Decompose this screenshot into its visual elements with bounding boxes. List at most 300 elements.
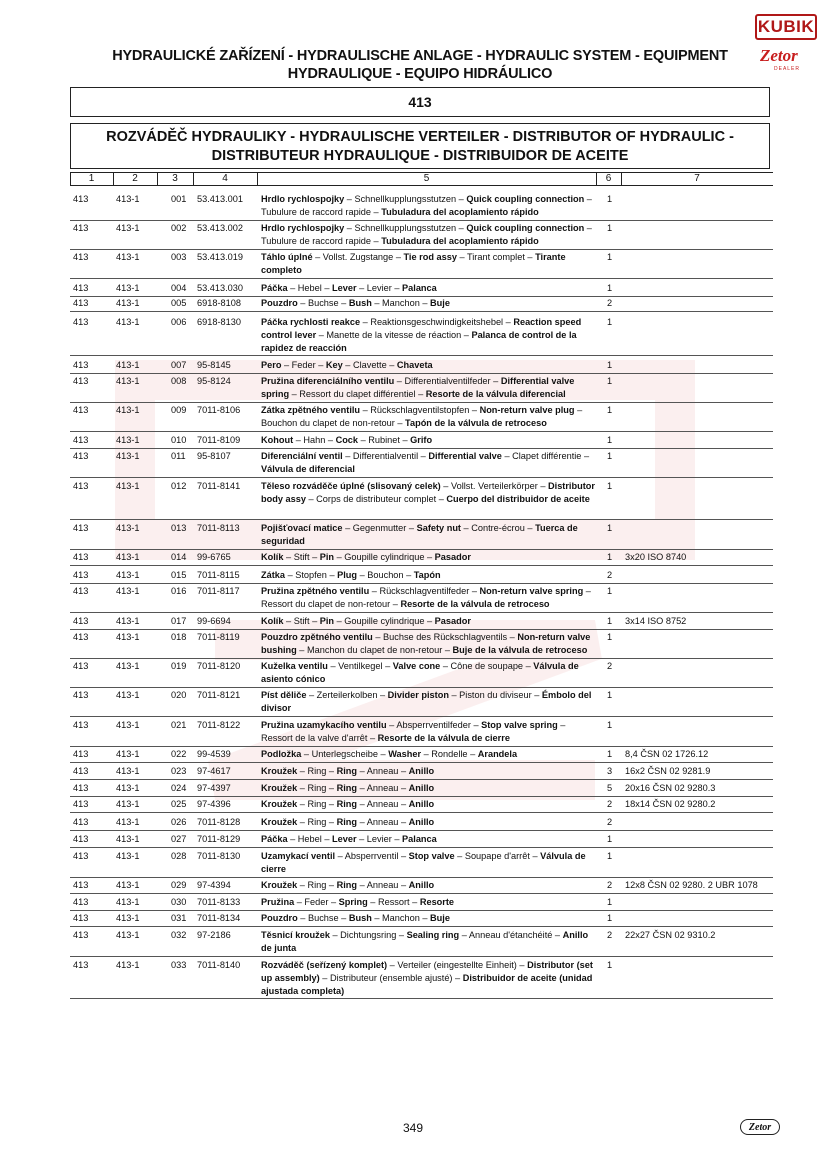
cell-group: 413 (73, 360, 89, 370)
description-de: Buchse (307, 913, 339, 923)
description-en: Valve cone (392, 661, 441, 671)
cell-subgroup: 413-1 (116, 283, 140, 293)
description-fr: Manette de la vitesse de réaction (326, 329, 462, 340)
title-line-1: HYDRAULICKÉ ZAŘÍZENÍ - HYDRAULISCHE ANLAGE - HYDRAULIC SYSTEM - EQUIPMENT (112, 48, 728, 64)
cell-part-number: 6918-8108 (197, 298, 241, 308)
page-number: 349 (402, 1121, 424, 1135)
description-es: Válvula de asiento cónico (261, 661, 579, 684)
cell-note: 18x14 ČSN 02 9280.2 (625, 799, 716, 809)
description-de: Absperrventilfeder (396, 720, 471, 730)
cell-group: 413 (73, 913, 89, 923)
description-de: Buchse des Rückschlagventils (383, 632, 508, 642)
description-fr: Tubulure de raccord rapide (261, 206, 371, 217)
cell-note: 12x8 ČSN 02 9280. 2 UBR 1078 (625, 880, 758, 890)
cell-position: 031 (171, 913, 187, 923)
description-es: Tirante completo (261, 252, 566, 275)
description-en: Pin (319, 552, 335, 562)
description-es: Émbolo del divisor (261, 690, 592, 713)
description-de: Feder (304, 897, 329, 907)
description-en: Tie rod assy (403, 252, 457, 262)
cell-subgroup: 413-1 (116, 930, 140, 940)
row-divider (70, 448, 773, 449)
cell-note: 22x27 ČSN 02 9310.2 (625, 930, 716, 940)
description-de: Differentialventilfeder (404, 376, 491, 386)
description-de: Differentialventil (352, 451, 419, 461)
cell-group: 413 (73, 223, 89, 233)
description-fr: Clapet différentie (512, 451, 582, 461)
cell-subgroup: 413-1 (116, 405, 140, 415)
column-header-4: 4 (222, 173, 228, 184)
description-es: Resorte de la válvula de retroceso (400, 598, 550, 609)
description-de: Zerteilerkolben (316, 690, 378, 700)
description-de: Ring (307, 880, 327, 890)
description-fr: Distributeur (ensemble ajusté) (329, 972, 453, 983)
description-en: Differential valve (428, 451, 502, 461)
description-cz: Rozváděč (seřízený komplet) (261, 960, 388, 970)
cell-part-number: 7011-8122 (197, 720, 241, 730)
description-cz: Těleso rozváděče úplné (slisovaný celek) (261, 481, 441, 491)
kubik-logo-text: KUBIK (755, 14, 817, 40)
cell-position: 032 (171, 930, 187, 940)
description-es: Tapón (413, 570, 441, 580)
column-header-3: 3 (172, 173, 178, 184)
description-de: Schnellkupplungsstutzen (354, 194, 457, 204)
cell-position: 012 (171, 481, 187, 491)
description-es: Anillo (408, 799, 435, 809)
description-en: Distributor (set up assembly) (261, 960, 593, 983)
description-de: Stift (293, 552, 310, 562)
row-divider (70, 549, 773, 550)
cell-position: 023 (171, 766, 187, 776)
cell-part-number: 7011-8121 (197, 690, 241, 700)
cell-description: Kohout – Hahn – Cock – Rubinet – Grifo (261, 435, 433, 445)
cell-group: 413 (73, 799, 89, 809)
cell-subgroup: 413-1 (116, 834, 140, 844)
cell-subgroup: 413-1 (116, 913, 140, 923)
column-header-2: 2 (132, 173, 138, 184)
cell-group: 413 (73, 586, 89, 596)
cell-position: 016 (171, 586, 187, 596)
dealer-logo-text: DEALER (774, 66, 801, 72)
cell-part-number: 7011-8134 (197, 913, 241, 923)
cell-quantity: 1 (607, 481, 613, 491)
cell-subgroup: 413-1 (116, 360, 140, 370)
description-en: Plug (337, 570, 358, 580)
row-divider (70, 629, 773, 630)
cell-part-number: 99-6694 (197, 616, 231, 626)
description-fr: Levier (366, 834, 392, 844)
row-divider (70, 796, 773, 797)
description-es: Anillo (408, 817, 435, 827)
cell-part-number: 95-8124 (197, 376, 231, 386)
cell-description: Páčka – Hebel – Lever – Levier – Palanca (261, 283, 437, 293)
cell-quantity: 1 (607, 451, 613, 461)
row-divider (70, 373, 773, 374)
description-cz: Páčka (261, 283, 288, 293)
cell-part-number: 99-4539 (197, 749, 231, 759)
cell-group: 413 (73, 252, 89, 262)
cell-description: Pero – Feder – Key – Clavette – Chaveta (261, 360, 433, 370)
cell-description: Píst děliče – Zerteilerkolben – Divider piston – Piston du diviseur – Émbolo del divisor (261, 690, 592, 713)
description-cz: Pružina uzamykacího ventilu (261, 720, 387, 730)
cell-part-number: 7011-8115 (197, 570, 240, 580)
cell-group: 413 (73, 690, 89, 700)
description-en: Safety nut (416, 523, 461, 533)
cell-part-number: 7011-8129 (197, 834, 241, 844)
cell-group: 413 (73, 376, 89, 386)
description-cz: Píst děliče (261, 690, 307, 700)
cell-description: Kroužek – Ring – Ring – Anneau – Anillo (261, 783, 435, 793)
cell-quantity: 1 (607, 897, 613, 907)
description-en: Bush (348, 913, 372, 923)
cell-subgroup: 413-1 (116, 317, 140, 327)
description-fr: Bouchon (367, 570, 404, 580)
row-divider (70, 746, 773, 747)
description-fr: Rubinet (368, 435, 400, 445)
description-cz: Kroužek (261, 880, 298, 890)
row-divider (70, 893, 773, 894)
cell-note: 3x14 ISO 8752 (625, 616, 687, 626)
row-divider (70, 612, 773, 613)
description-cz: Kroužek (261, 799, 298, 809)
description-cz: Pojišťovací matice (261, 523, 343, 533)
column-header-7: 7 (694, 173, 700, 184)
row-divider (70, 477, 773, 478)
description-en: Pin (319, 616, 335, 626)
description-cz: Pouzdro zpětného ventilu (261, 632, 373, 642)
cell-subgroup: 413-1 (116, 766, 140, 776)
cell-position: 005 (171, 298, 187, 308)
cell-quantity: 1 (607, 960, 613, 970)
description-fr: Tubulure de raccord rapide (261, 235, 371, 246)
cell-group: 413 (73, 783, 89, 793)
cell-position: 033 (171, 960, 187, 970)
cell-quantity: 1 (607, 586, 613, 596)
description-en: Non-return valve bushing (261, 632, 591, 655)
cell-group: 413 (73, 405, 89, 415)
description-en: Non-return valve spring (479, 586, 584, 596)
cell-position: 008 (171, 376, 187, 386)
description-de: Hebel (297, 834, 322, 844)
cell-quantity: 1 (607, 376, 613, 386)
cell-subgroup: 413-1 (116, 481, 140, 491)
cell-subgroup: 413-1 (116, 435, 140, 445)
cell-position: 014 (171, 552, 187, 562)
description-de: Unterlegscheibe (311, 749, 378, 759)
group-title-line-1: ROZVÁDĚČ HYDRAULIKY - HYDRAULISCHE VERTEILER - DISTRIBUTOR OF HYDRAULIC - (106, 129, 734, 145)
cell-quantity: 1 (607, 317, 613, 327)
row-divider (70, 565, 773, 566)
description-de: Rückschlagventilfeder (379, 586, 470, 596)
description-fr: Ressort (377, 897, 410, 907)
description-es: Anillo (408, 783, 435, 793)
cell-description: Kroužek – Ring – Ring – Anneau – Anillo (261, 766, 435, 776)
description-cz: Pružina zpětného ventilu (261, 586, 370, 596)
cell-position: 004 (171, 283, 187, 293)
cell-quantity: 2 (607, 930, 613, 940)
cell-description: Pružina diferenciálního ventilu – Differentialventilfeder – Differential valve spring – Ressort du clapet différentiel – Resorte de la válvula diferencial (261, 376, 575, 399)
cell-position: 021 (171, 720, 187, 730)
description-cz: Těsnicí kroužek (261, 930, 330, 940)
cell-description: Táhlo úplné – Vollst. Zugstange – Tie rod assy – Tirant complet – Tirante completo (261, 252, 566, 275)
description-es: Arandela (477, 749, 518, 759)
description-fr: Ressort du clapet différentiel (299, 388, 416, 399)
description-cz: Kuželka ventilu (261, 661, 328, 671)
cell-part-number: 53.413.030 (197, 283, 243, 293)
cell-quantity: 1 (607, 834, 613, 844)
cell-group: 413 (73, 960, 89, 970)
cell-group: 413 (73, 766, 89, 776)
cell-description: Kuželka ventilu – Ventilkegel – Valve cone – Cône de soupape – Válvula de asiento cónico (261, 661, 579, 684)
cell-description: Kroužek – Ring – Ring – Anneau – Anillo (261, 880, 435, 890)
row-divider (70, 278, 773, 279)
cell-subgroup: 413-1 (116, 960, 140, 970)
description-cz: Kolík (261, 616, 284, 626)
cell-description: Diferenciální ventil – Differentialventil – Differential valve – Clapet différentie – Válvula de diferencial (261, 451, 590, 474)
section-code: 413 (70, 87, 770, 117)
cell-position: 003 (171, 252, 187, 262)
description-es: Palanca de control de la rapidez de reacción (261, 329, 577, 353)
title-line-2: HYDRAULIQUE - EQUIPO HIDRÁULICO (287, 66, 553, 82)
cell-quantity: 1 (607, 435, 613, 445)
description-de: Dichtungsring (340, 930, 397, 940)
cell-subgroup: 413-1 (116, 783, 140, 793)
cell-quantity: 1 (607, 360, 613, 370)
cell-position: 027 (171, 834, 187, 844)
description-es: Chaveta (396, 360, 433, 370)
row-divider (70, 998, 773, 999)
description-fr: Anneau (366, 880, 399, 890)
cell-description: Pružina zpětného ventilu – Rückschlagventilfeder – Non-return valve spring – Ressort du clapet de non-retour – Resorte de la válvula de retroceso (261, 586, 591, 609)
cell-subgroup: 413-1 (116, 586, 140, 596)
description-cz: Zátka (261, 570, 286, 580)
cell-description: Hrdlo rychlospojky – Schnellkupplungsstutzen – Quick coupling connection – Tubulure de raccord rapide – Tubuladura del acoplamiento rápido (261, 223, 592, 246)
description-de: Buchse (307, 298, 339, 308)
cell-subgroup: 413-1 (116, 690, 140, 700)
description-cz: Hrdlo rychlospojky (261, 194, 345, 204)
description-en: Key (325, 360, 343, 370)
description-es: Tubuladura del acoplamiento rápido (381, 235, 539, 246)
description-fr: Anneau d'étanchéité (468, 930, 553, 940)
cell-description: Páčka – Hebel – Lever – Levier – Palanca (261, 834, 437, 844)
row-divider (70, 830, 773, 831)
description-de: Gegenmutter (352, 523, 407, 533)
cell-subgroup: 413-1 (116, 749, 140, 759)
description-en: Washer (388, 749, 422, 759)
cell-position: 030 (171, 897, 187, 907)
page-title (70, 47, 770, 83)
row-divider (70, 716, 773, 717)
cell-position: 026 (171, 817, 187, 827)
cell-group: 413 (73, 897, 89, 907)
description-fr: Goupille cylindrique (344, 616, 425, 626)
description-de: Stift (293, 616, 310, 626)
description-en: Ring (336, 783, 358, 793)
cell-description: Těleso rozváděče úplné (slisovaný celek) – Vollst. Verteilerkörper – Distributor body assy – Corps de distributeur complet – Cuerpo del distribuidor de aceite (261, 481, 595, 504)
description-cz: Uzamykací ventil (261, 851, 336, 861)
cell-description: Kolík – Stift – Pin – Goupille cylindrique – Pasador (261, 616, 471, 626)
description-fr: Manchon (382, 298, 420, 308)
cell-part-number: 95-8145 (197, 360, 231, 370)
cell-description: Uzamykací ventil – Absperrventil – Stop valve – Soupape d'arrêt – Válvula de cierre (261, 851, 586, 874)
description-cz: Hrdlo rychlospojky (261, 223, 345, 233)
cell-quantity: 2 (607, 570, 613, 580)
description-es: Resorte de la válvula diferencial (425, 388, 566, 399)
description-es: Buje (430, 913, 450, 923)
row-divider (70, 926, 773, 927)
cell-description: Hrdlo rychlospojky – Schnellkupplungsstutzen – Quick coupling connection – Tubulure de raccord rapide – Tubuladura del acoplamiento rápido (261, 194, 592, 217)
description-es: Anillo (408, 880, 435, 890)
description-fr: Ressort de la valve d'arrêt (261, 732, 368, 743)
description-fr: Contre-écrou (471, 523, 525, 533)
description-cz: Páčka (261, 834, 288, 844)
cell-quantity: 5 (607, 783, 613, 793)
description-es: Resorte (419, 897, 455, 907)
cell-subgroup: 413-1 (116, 552, 140, 562)
cell-subgroup: 413-1 (116, 194, 140, 204)
description-es: Válvula de cierre (261, 851, 586, 874)
cell-position: 011 (171, 451, 186, 461)
description-cz: Kroužek (261, 783, 298, 793)
description-de: Hebel (297, 283, 322, 293)
cell-subgroup: 413-1 (116, 523, 140, 533)
kubik-zetor-logo (752, 10, 822, 80)
description-de: Ring (307, 783, 327, 793)
cell-position: 007 (171, 360, 187, 370)
description-de: Ventilkegel (338, 661, 383, 671)
cell-note: 3x20 ISO 8740 (625, 552, 687, 562)
cell-subgroup: 413-1 (116, 570, 140, 580)
description-fr: Ressort du clapet de non-retour (261, 598, 391, 609)
description-en: Ring (336, 880, 358, 890)
cell-quantity: 2 (607, 298, 613, 308)
cell-description: Pouzdro – Buchse – Bush – Manchon – Buje (261, 298, 450, 308)
description-fr: Corps de distributeur complet (316, 493, 437, 504)
cell-note: 8,4 ČSN 02 1726.12 (625, 749, 709, 759)
description-fr: Clavette (352, 360, 387, 370)
cell-group: 413 (73, 435, 89, 445)
cell-quantity: 1 (607, 720, 613, 730)
row-divider (70, 583, 773, 584)
cell-group: 413 (73, 481, 89, 491)
description-cz: Pouzdro (261, 298, 298, 308)
description-en: Sealing ring (406, 930, 460, 940)
cell-description: Pojišťovací matice – Gegenmutter – Safety nut – Contre-écrou – Tuerca de seguridad (261, 523, 578, 546)
cell-description: Pouzdro zpětného ventilu – Buchse des Rückschlagventils – Non-return valve bushing – Manchon du clapet de non-retour – Buje de la válvula de retroceso (261, 632, 591, 655)
description-de: Vollst. Zugstange (322, 252, 394, 262)
cell-description: Kroužek – Ring – Ring – Anneau – Anillo (261, 817, 435, 827)
cell-subgroup: 413-1 (116, 376, 140, 386)
cell-quantity: 2 (607, 799, 613, 809)
cell-quantity: 3 (607, 766, 613, 776)
description-en: Differential valve spring (261, 376, 575, 399)
cell-description: Zátka – Stopfen – Plug – Bouchon – Tapón (261, 570, 441, 580)
description-en: Stop valve spring (481, 720, 558, 730)
cell-part-number: 53.413.002 (197, 223, 243, 233)
cell-position: 009 (171, 405, 187, 415)
cell-quantity: 1 (607, 523, 613, 533)
cell-group: 413 (73, 317, 89, 327)
row-divider (70, 402, 773, 403)
row-divider (70, 762, 773, 763)
row-divider (70, 249, 773, 250)
cell-part-number: 6918-8130 (197, 317, 241, 327)
description-en: Cock (335, 435, 359, 445)
cell-description: Pružina uzamykacího ventilu – Absperrventilfeder – Stop valve spring – Ressort de la valve d'arrêt – Resorte de la válvula de cierre (261, 720, 566, 743)
cell-group: 413 (73, 661, 89, 671)
description-de: Schnellkupplungsstutzen (354, 223, 457, 233)
description-cz: Pero (261, 360, 282, 370)
description-de: Verteiler (eingestellte Einheit) (397, 960, 517, 970)
description-es: Buje de la válvula de retroceso (452, 644, 588, 655)
cell-group: 413 (73, 552, 89, 562)
cell-subgroup: 413-1 (116, 632, 140, 642)
description-fr: Cône de soupape (450, 661, 524, 671)
cell-subgroup: 413-1 (116, 720, 140, 730)
group-title (70, 123, 770, 169)
footer-zetor-logo: Zetor (740, 1119, 780, 1135)
description-fr: Anneau (366, 799, 399, 809)
description-fr: Piston du diviseur (459, 690, 532, 700)
cell-part-number: 7011-8119 (197, 632, 240, 642)
description-fr: Tirant complet (467, 252, 525, 262)
cell-position: 022 (171, 749, 187, 759)
cell-description: Kroužek – Ring – Ring – Anneau – Anillo (261, 799, 435, 809)
cell-part-number: 53.413.001 (197, 194, 243, 204)
cell-part-number: 7011-8120 (197, 661, 241, 671)
description-es: Grifo (410, 435, 433, 445)
cell-group: 413 (73, 283, 89, 293)
description-cz: Kolík (261, 552, 284, 562)
cell-quantity: 1 (607, 913, 613, 923)
description-de: Feder (291, 360, 316, 370)
cell-position: 017 (171, 616, 187, 626)
cell-group: 413 (73, 720, 89, 730)
cell-subgroup: 413-1 (116, 451, 140, 461)
description-de: Absperrventil (344, 851, 399, 861)
description-cz: Pružina diferenciálního ventilu (261, 376, 395, 386)
cell-part-number: 7011-8128 (197, 817, 241, 827)
cell-description: Zátka zpětného ventilu – Rückschlagventilstopfen – Non-return valve plug – Bouchon du clapet de non-retour – Tapón de la válvula de retroceso (261, 405, 583, 428)
description-es: Anillo de junta (261, 930, 589, 953)
cell-subgroup: 413-1 (116, 897, 140, 907)
description-en: Quick coupling connection (466, 223, 585, 233)
cell-part-number: 97-4396 (197, 799, 231, 809)
description-en: Bush (348, 298, 372, 308)
group-title-line-2: DISTRIBUTEUR HYDRAULIQUE - DISTRIBUIDOR DE ACEITE (211, 148, 629, 164)
description-fr: Manchon (382, 913, 420, 923)
description-fr: Anneau (366, 817, 399, 827)
cell-subgroup: 413-1 (116, 880, 140, 890)
description-de: Ring (307, 766, 327, 776)
cell-position: 029 (171, 880, 187, 890)
cell-quantity: 1 (607, 632, 613, 642)
cell-group: 413 (73, 570, 89, 580)
cell-group: 413 (73, 880, 89, 890)
description-en: Non-return valve plug (479, 405, 575, 415)
description-es: Distribuidor de aceite (unidad ajustada completa) (261, 972, 593, 996)
cell-group: 413 (73, 298, 89, 308)
cell-note: 16x2 ČSN 02 9281.9 (625, 766, 711, 776)
cell-quantity: 1 (607, 223, 613, 233)
cell-position: 006 (171, 317, 187, 327)
description-de: Rückschlagventilstopfen (370, 405, 470, 415)
cell-description: Pouzdro – Buchse – Bush – Manchon – Buje (261, 913, 450, 923)
description-cz: Podložka (261, 749, 302, 759)
description-en: Lever (332, 283, 357, 293)
description-fr: Soupape d'arrêt (464, 851, 530, 861)
description-en: Quick coupling connection (466, 194, 585, 204)
